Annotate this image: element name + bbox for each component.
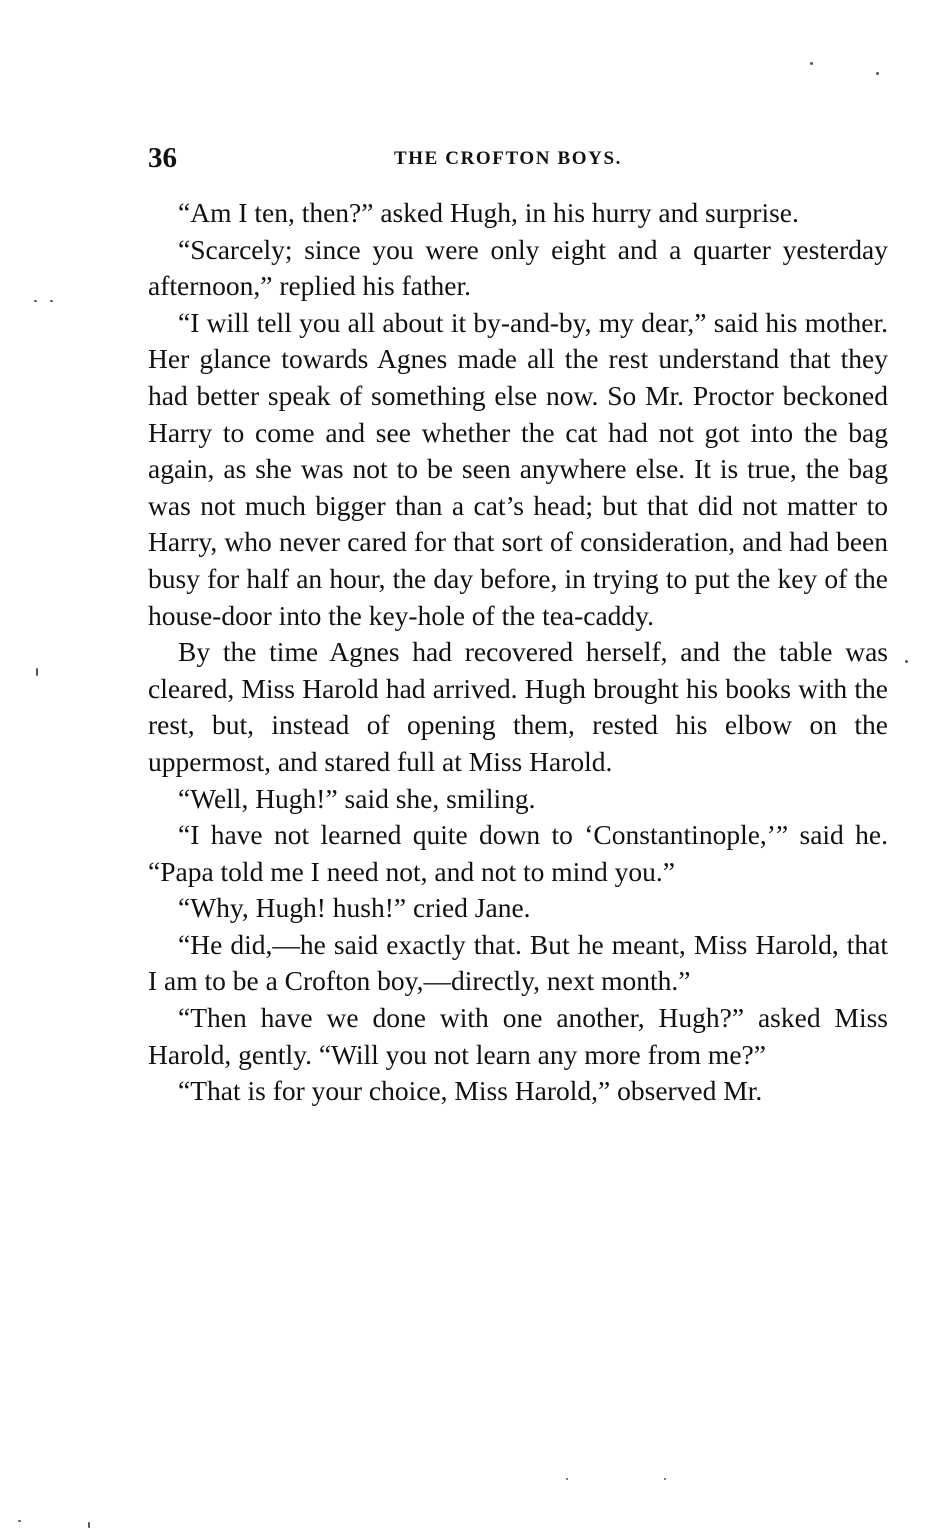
paragraph: “Am I ten, then?” asked Hugh, in his hurry and surprise. <box>178 197 799 228</box>
paragraph: “He did,—he said exactly that. But he meant, Miss Harold, that I am to be a Crofton boy,—directly, next month.” <box>148 928 888 997</box>
paragraph: “I will tell you all about it by-and-by, my dear,” said his mother. Her glance towards Agnes made all the rest understand that they had better speak of something else now. So Mr. Proctor beckoned Harry to come and see whether the cat had not got into the bag again, as she was not to be seen anywhere else. It is true, the bag was not much bigger than a cat’s head; but that did not matter to Harry, who never cared for that sort of consideration, and had been busy for half an hour, the day before, in trying to put the key of the house-door into the key-hole of the tea-caddy. <box>148 306 888 631</box>
paragraph: “Scarcely; since you were only eight and a quarter yesterday afternoon,” replied his father. <box>148 233 888 302</box>
paragraph: “Then have we done with one another, Hugh?” asked Miss Harold, gently. “Will you not learn any more from me?” <box>148 1002 888 1070</box>
paragraph: By the time Agnes had recovered herself, and the table was cleared, Miss Harold had arrived. Hugh brought his books with the rest, but, instead of opening them, rested his elbow on the uppermost, and stared full at Miss Harold. <box>148 636 888 777</box>
scan-speck <box>36 668 38 676</box>
scan-speck <box>88 1522 90 1528</box>
scan-speck <box>876 72 879 75</box>
page-number: 36 <box>148 142 177 174</box>
running-title: THE CROFTON BOYS. <box>394 148 622 169</box>
paragraph: “Well, Hugh!” said she, smiling. <box>178 782 536 814</box>
scan-speck <box>810 62 813 65</box>
scan-speck <box>566 1478 568 1480</box>
body-text <box>148 195 888 1110</box>
scan-speck <box>18 1520 21 1522</box>
paragraph: “That is for your choice, Miss Harold,” observed Mr. <box>178 1075 763 1107</box>
scan-speck <box>905 660 908 663</box>
paragraph: “I have not learned quite down to ‘Constantinople,’” said he. “Papa told me I need not, and not to mind you.” <box>148 819 888 887</box>
scan-speck <box>34 300 37 302</box>
scan-speck <box>50 300 53 302</box>
scan-speck <box>664 1478 666 1480</box>
running-head <box>148 142 888 174</box>
paragraph: “Why, Hugh! hush!” cried Jane. <box>178 892 531 924</box>
